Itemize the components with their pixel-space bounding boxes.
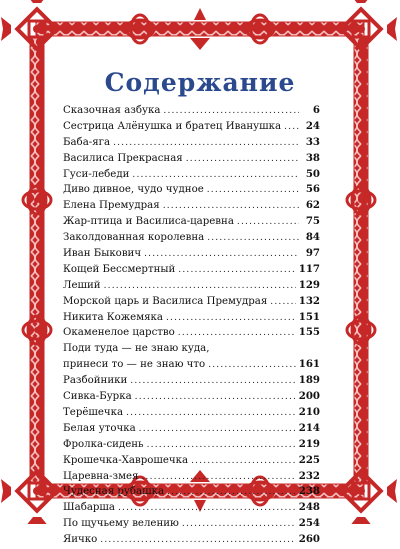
toc-entry <box>63 516 320 532</box>
toc-entry-page: 75 <box>305 215 320 228</box>
leader-dots <box>167 485 296 501</box>
table-of-contents <box>63 103 320 548</box>
toc-entry-page: 33 <box>305 135 320 148</box>
toc-entry-title: Чудесная рубашка <box>63 486 165 498</box>
leader-dots <box>186 152 299 168</box>
toc-entry <box>63 294 320 310</box>
toc-entry-title: Крошечка-Хаврошечка <box>63 454 189 466</box>
toc-entry <box>63 214 320 230</box>
toc-entry <box>63 389 320 405</box>
toc-entry-page: 189 <box>298 374 320 387</box>
toc-entry-title: Жар-птица и Василиса-царевна <box>63 216 234 228</box>
toc-entry-page: 132 <box>298 294 320 307</box>
toc-entry-page: 38 <box>305 151 320 164</box>
toc-entry-page: 225 <box>298 453 320 466</box>
toc-entry <box>63 310 320 326</box>
toc-entry-page: 117 <box>298 262 320 275</box>
toc-entry-title: Разбойники <box>63 375 128 387</box>
leader-dots <box>178 326 296 342</box>
toc-entry <box>63 453 320 469</box>
leader-dots <box>104 279 296 295</box>
toc-entry <box>63 230 320 246</box>
toc-entry-title: Иван Быкович <box>63 248 142 260</box>
toc-entry <box>63 484 320 500</box>
toc-entry <box>63 119 320 135</box>
toc-entry <box>63 182 320 198</box>
toc-entry <box>63 198 320 214</box>
leader-dots <box>139 422 296 438</box>
toc-entry-page: 50 <box>305 167 320 180</box>
toc-entry-page: 6 <box>312 104 320 116</box>
toc-entry-page: 84 <box>305 231 320 244</box>
toc-entry-page: 214 <box>298 421 320 434</box>
toc-entry-title: Терёшечка <box>63 406 124 418</box>
toc-entry <box>63 135 320 151</box>
leader-dots <box>113 136 299 152</box>
toc-entry-page: 161 <box>298 358 320 371</box>
leader-dots <box>135 390 296 406</box>
toc-entry-page: 155 <box>298 326 320 339</box>
toc-entry-page: 24 <box>305 119 320 132</box>
toc-entry-page: 129 <box>298 278 320 291</box>
leader-dots <box>163 104 299 120</box>
leader-dots <box>126 406 296 422</box>
toc-entry-title: Окаменелое царство <box>63 327 175 339</box>
toc-entry-title: Царевна-змея <box>63 470 139 482</box>
toc-entry <box>63 405 320 421</box>
leader-dots <box>100 533 295 549</box>
leader-dots <box>191 454 296 470</box>
toc-entry <box>63 246 320 262</box>
toc-entry-title: Шабарша <box>63 502 115 514</box>
toc-entry <box>63 341 320 373</box>
toc-entry <box>63 278 320 294</box>
leader-dots <box>207 183 299 199</box>
toc-entry <box>63 151 320 167</box>
toc-entry-page: 200 <box>298 390 320 403</box>
toc-entry <box>63 325 320 341</box>
toc-entry-title: Сказочная азбука <box>63 105 161 116</box>
leader-dots <box>270 295 295 311</box>
toc-entry-page: 210 <box>298 405 320 418</box>
toc-entry-title: Диво дивное, чудо чудное <box>63 184 204 196</box>
leader-dots <box>207 231 299 247</box>
leader-dots <box>132 168 299 184</box>
leader-dots <box>208 358 296 374</box>
leader-dots <box>237 215 299 231</box>
toc-entry-page: 248 <box>298 501 320 514</box>
toc-entry-page: 56 <box>305 183 320 196</box>
toc-entry-title: Кощей Бессмертный <box>63 263 176 275</box>
toc-entry-title: По щучьему велению <box>63 518 179 530</box>
toc-entry <box>63 500 320 516</box>
toc-entry-title: Сивка-Бурка <box>63 391 132 403</box>
toc-entry <box>63 421 320 437</box>
toc-entry-page: 254 <box>298 517 320 530</box>
leader-dots <box>284 120 299 136</box>
toc-entry <box>63 373 320 389</box>
toc-entry-title: Гуси-лебеди <box>63 168 130 180</box>
toc-entry-title: Яичко <box>63 534 98 546</box>
toc-entry-title: Сестрица Алёнушка и братец Иванушка <box>63 120 282 132</box>
toc-entry-page: 219 <box>298 437 320 450</box>
toc-entry-title: Морской царь и Василиса Премудрая <box>63 295 268 307</box>
toc-entry-title: Василиса Прекрасная <box>63 152 183 164</box>
toc-entry-title: Заколдованная королевна <box>63 232 205 244</box>
leader-dots <box>144 247 299 263</box>
leader-dots <box>163 199 299 215</box>
toc-entry-title: Никита Кожемяка <box>63 311 163 323</box>
toc-entry-title: Фролка-сидень <box>63 438 144 450</box>
toc-entry-title: Елена Премудрая <box>63 200 160 212</box>
toc-entry-title: Белая уточка <box>63 422 136 434</box>
leader-dots <box>142 470 296 486</box>
toc-entry <box>63 469 320 485</box>
toc-entry-page: 260 <box>298 533 320 546</box>
leader-dots <box>130 374 295 390</box>
leader-dots <box>166 311 296 327</box>
toc-entry-page: 238 <box>298 485 320 498</box>
toc-entry-title: Поди туда — не знаю куда, <box>63 343 210 355</box>
toc-entry <box>63 167 320 183</box>
toc-entry <box>63 262 320 278</box>
toc-entry-title: Леший <box>63 279 101 291</box>
toc-entry-title: Баба-яга <box>63 136 111 148</box>
leader-dots <box>118 501 296 517</box>
page-title: Содержание <box>104 68 296 97</box>
toc-entry-page: 62 <box>305 199 320 212</box>
toc-entry <box>63 532 320 548</box>
leader-dots <box>147 438 296 454</box>
leader-dots <box>178 263 295 279</box>
toc-entry <box>63 103 320 119</box>
leader-dots <box>182 517 296 533</box>
toc-entry-page: 232 <box>298 469 320 482</box>
toc-entry-page: 151 <box>298 310 320 323</box>
toc-entry-page: 97 <box>305 247 320 260</box>
toc-entry-title-cont: принеси то — не знаю что <box>63 359 206 371</box>
toc-entry <box>63 437 320 453</box>
